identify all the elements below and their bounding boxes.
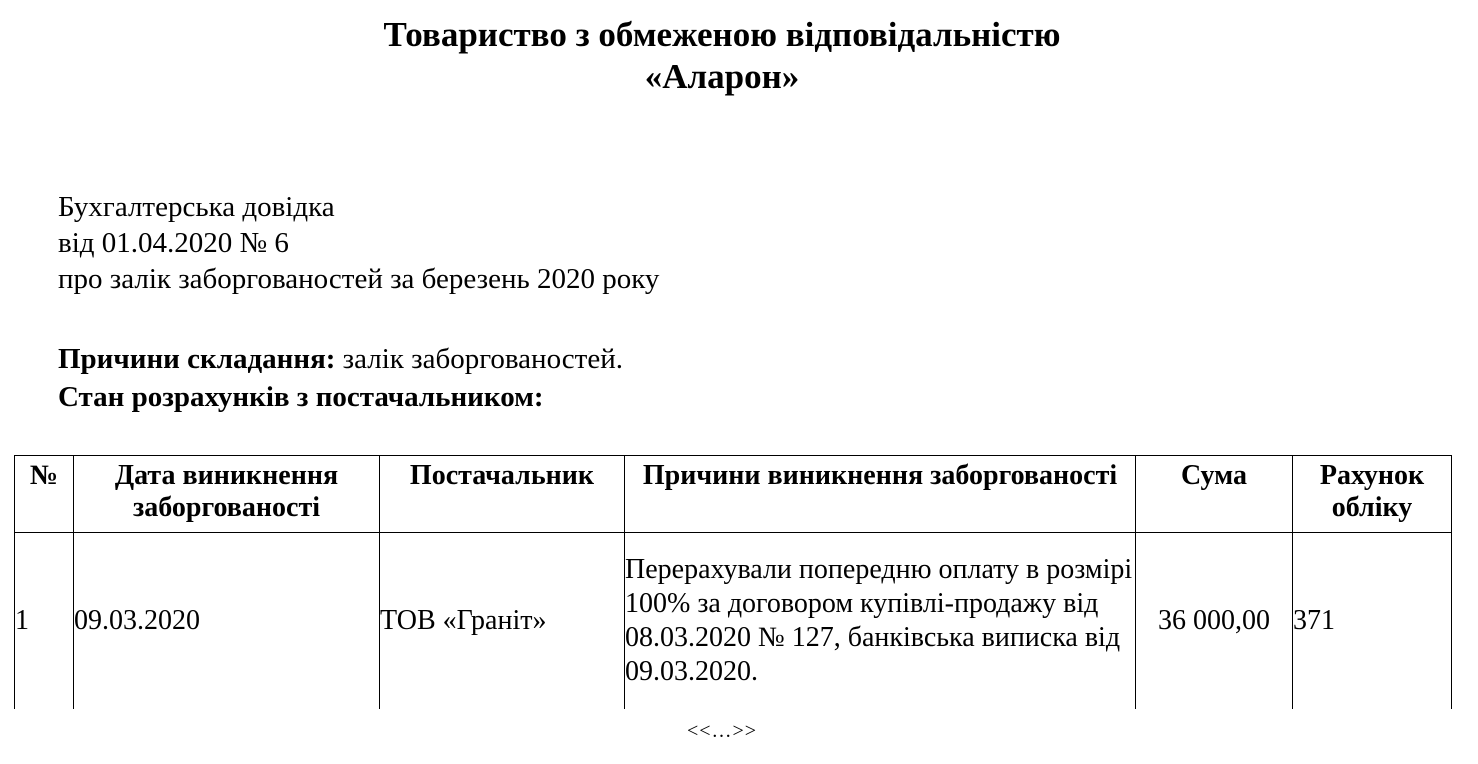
document-type: Бухгалтерська довідка: [58, 191, 335, 223]
header-account: Рахунок обліку: [1293, 456, 1452, 533]
cell-supplier: ТОВ «Граніт»: [380, 533, 625, 710]
cell-num: 1: [15, 533, 74, 710]
cell-date: 09.03.2020: [74, 533, 380, 710]
reasons-block: [58, 340, 623, 416]
header-sum: Сума: [1136, 456, 1293, 533]
debts-table: [14, 455, 1452, 709]
cell-sum: 36 000,00: [1136, 533, 1293, 710]
header-date: Дата виникнення заборгованості: [74, 456, 380, 533]
reasons-text: залік заборгованостей.: [335, 343, 623, 375]
reasons-line: [58, 340, 623, 378]
organization-name: «Аларон»: [644, 57, 800, 96]
settlements-heading: Стан розрахунків з постачальником:: [58, 381, 544, 413]
table-header-row: [15, 456, 1452, 533]
table-row: [15, 533, 1452, 710]
cell-reason: Перерахували попередню оплату в розмірі 100% за договором купівлі-продажу від 08.03.2020 № 127, банківська виписка від 09.03.2020.: [625, 533, 1136, 710]
organization-type: Товариство з обмеженою відповідальністю: [383, 15, 1061, 54]
header-reason: Причини виникнення заборгованості: [625, 456, 1136, 533]
organization-title: [0, 14, 1444, 98]
header-supplier: Постачальник: [380, 456, 625, 533]
reasons-label: Причини складання:: [58, 343, 336, 375]
document-header: [58, 189, 659, 297]
cell-account: 371: [1293, 533, 1452, 710]
document-date-number: від 01.04.2020 № 6: [58, 227, 289, 259]
header-num: №: [15, 456, 74, 533]
document-subject: про залік заборгованостей за березень 2020 року: [58, 263, 660, 295]
omission-marker: <<…>>: [686, 720, 758, 742]
